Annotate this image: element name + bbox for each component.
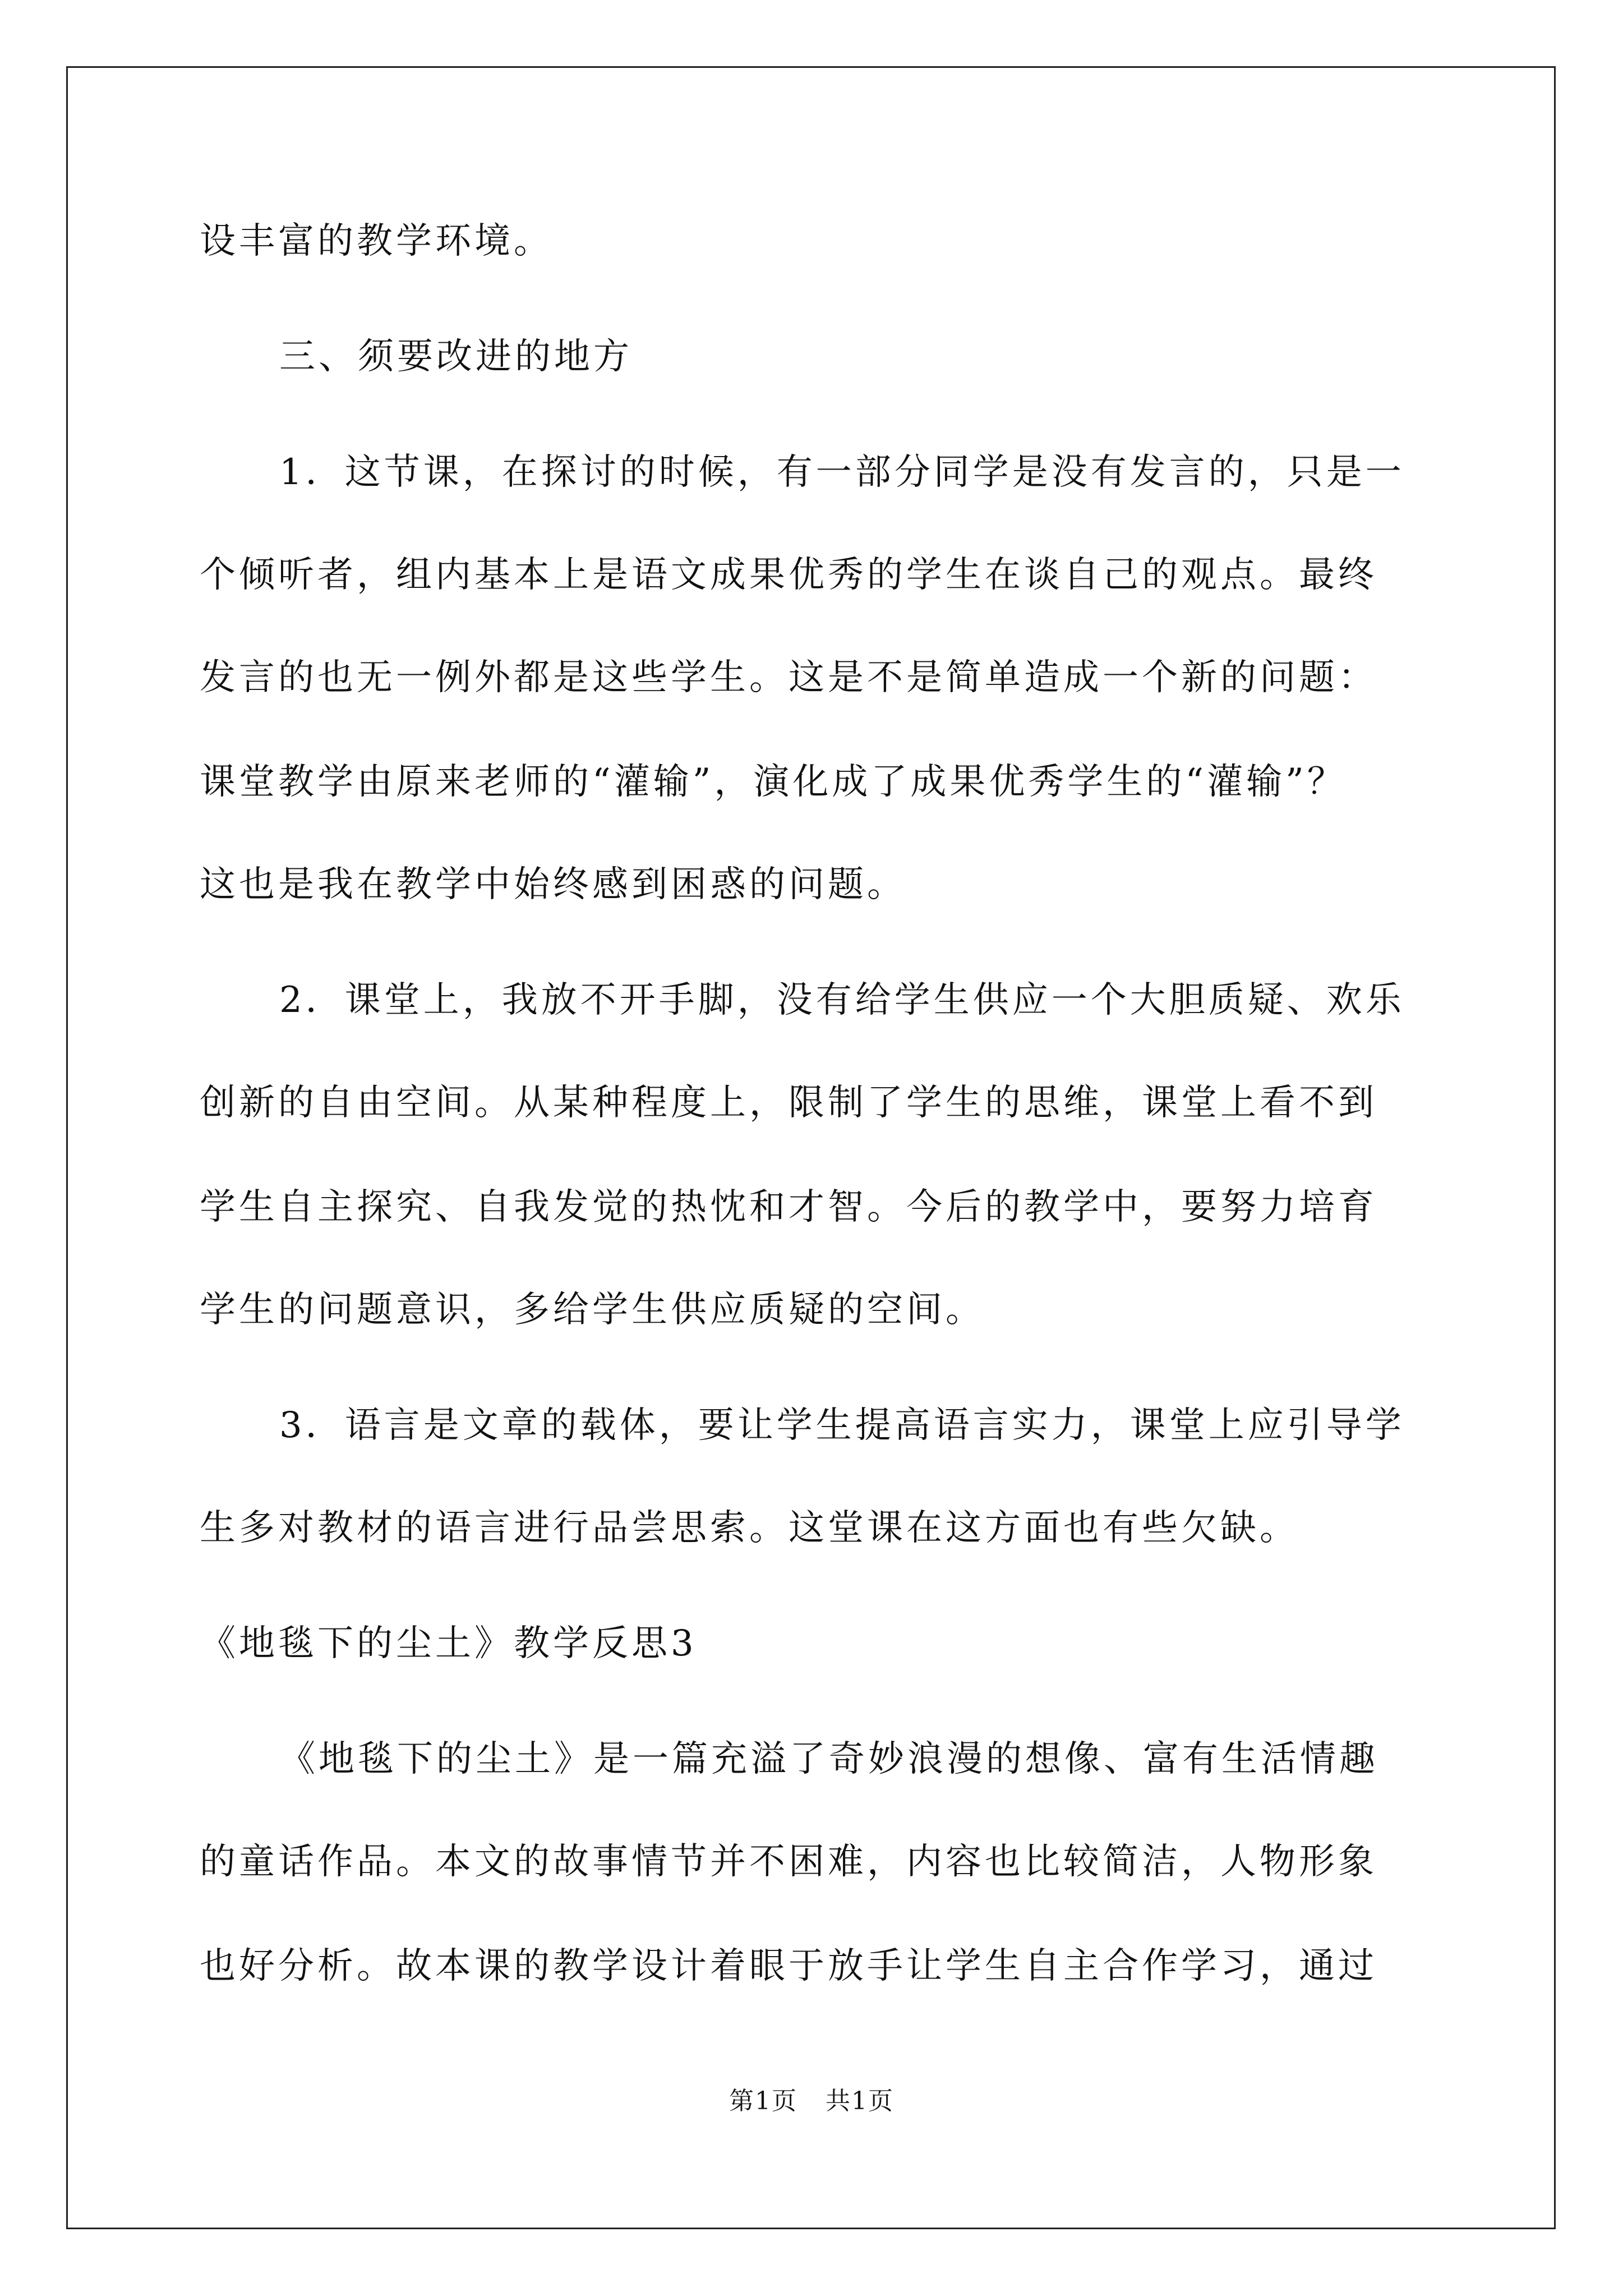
text-line: 《地毯下的尘土》是一篇充溢了奇妙浪漫的想像、富有生活情趣 <box>279 1738 1378 1780</box>
text-line: 学生的问题意识，多给学生供应质疑的空间。 <box>200 1289 985 1331</box>
text-line: 的童话作品。本文的故事情节并不困难，内容也比较简洁，人物形象 <box>200 1841 1377 1883</box>
section-heading: 三、须要改进的地方 <box>279 336 633 378</box>
text-line: 也好分析。故本课的教学设计着眼于放手让学生自主合作学习，通过 <box>200 1945 1377 1987</box>
article-title: 《地毯下的尘土》教学反思3 <box>200 1623 697 1664</box>
page-total: 共1页 <box>826 2087 894 2115</box>
text-line: 1．这节课，在探讨的时候，有一部分同学是没有发言的，只是一 <box>279 452 1405 493</box>
text-line: 课堂教学由原来老师的“灌输”，演化成了成果优秀学生的“灌输”？ <box>200 761 1347 803</box>
text-line: 3．语言是文章的载体，要让学生提高语言实力，课堂上应引导学 <box>279 1405 1405 1446</box>
text-line: 创新的自由空间。从某种程度上，限制了学生的思维，课堂上看不到 <box>200 1082 1377 1124</box>
text-line: 设丰富的教学环境。 <box>200 220 553 262</box>
page-number: 第1页 <box>729 2087 797 2115</box>
text-line: 学生自主探究、自我发觉的热忱和才智。今后的教学中，要努力培育 <box>200 1186 1377 1228</box>
text-line: 这也是我在教学中始终感到困惑的问题。 <box>200 864 906 905</box>
text-line: 2．课堂上，我放不开手脚，没有给学生供应一个大胆质疑、欢乐 <box>279 979 1405 1021</box>
text-line: 个倾听者，组内基本上是语文成果优秀的学生在谈自己的观点。最终 <box>200 554 1377 596</box>
text-line: 发言的也无一例外都是这些学生。这是不是简单造成一个新的问题： <box>200 657 1377 698</box>
page-footer <box>0 2086 1623 2117</box>
page-border <box>66 66 1556 2229</box>
text-line: 生多对教材的语言进行品尝思索。这堂课在这方面也有些欠缺。 <box>200 1507 1299 1549</box>
